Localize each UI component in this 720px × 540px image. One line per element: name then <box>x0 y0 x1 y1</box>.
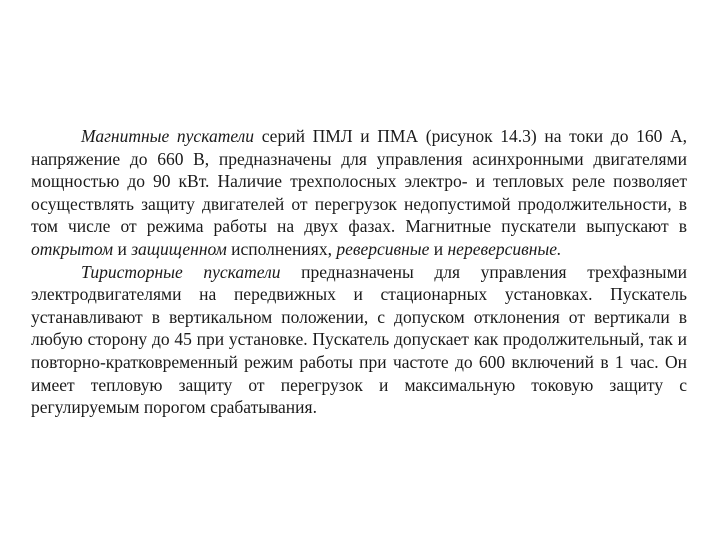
paragraph-text: и <box>113 238 132 259</box>
term-protected: защищенном <box>131 238 227 259</box>
paragraph-text: и <box>429 238 448 259</box>
term-magnetic-starters: Магнитные пускатели <box>81 126 255 146</box>
paragraph-thyristor-starters <box>31 261 687 419</box>
term-thyristor-starters: Тиристорные пускатели <box>81 261 281 282</box>
term-non-reversible: нереверсивные. <box>447 238 562 259</box>
paragraph-magnetic-starters <box>31 125 687 261</box>
paragraph-text: предназначены для управления трехфазными электродвигателями на передвижных и стационарных установках. Пускатель устанавливают в вертикальном положении, с допуском отклонения от вертикали в любую сторону до 45 при установке. Пускатель допускает как продолжительный, так и повторно-кратковременный режим работы при частоте до 600 включений в 1 час. Он имеет тепловую защиту от перегрузок и максимальную токовую защиту с регулируемым порогом срабатывания. <box>31 261 688 418</box>
body-text <box>31 125 687 419</box>
term-reversible: реверсивные <box>336 238 430 259</box>
paragraph-text: серий ПМЛ и ПМА (рисунок 14.3) на токи до 160 А, напряжение до 660 В, предназначены для управления асинхронными двигателями мощностью до 90 кВт. Наличие трехполосных электро- и тепловых реле позволяет осуществлять защиту двигателей от перегрузок недопустимой продолжительности, в том числе от режима работы на двух фазах. Магнитные пускатели выпускают в <box>31 126 687 237</box>
term-open: открытом <box>31 238 114 259</box>
paragraph-text: исполнениях, <box>226 238 337 259</box>
